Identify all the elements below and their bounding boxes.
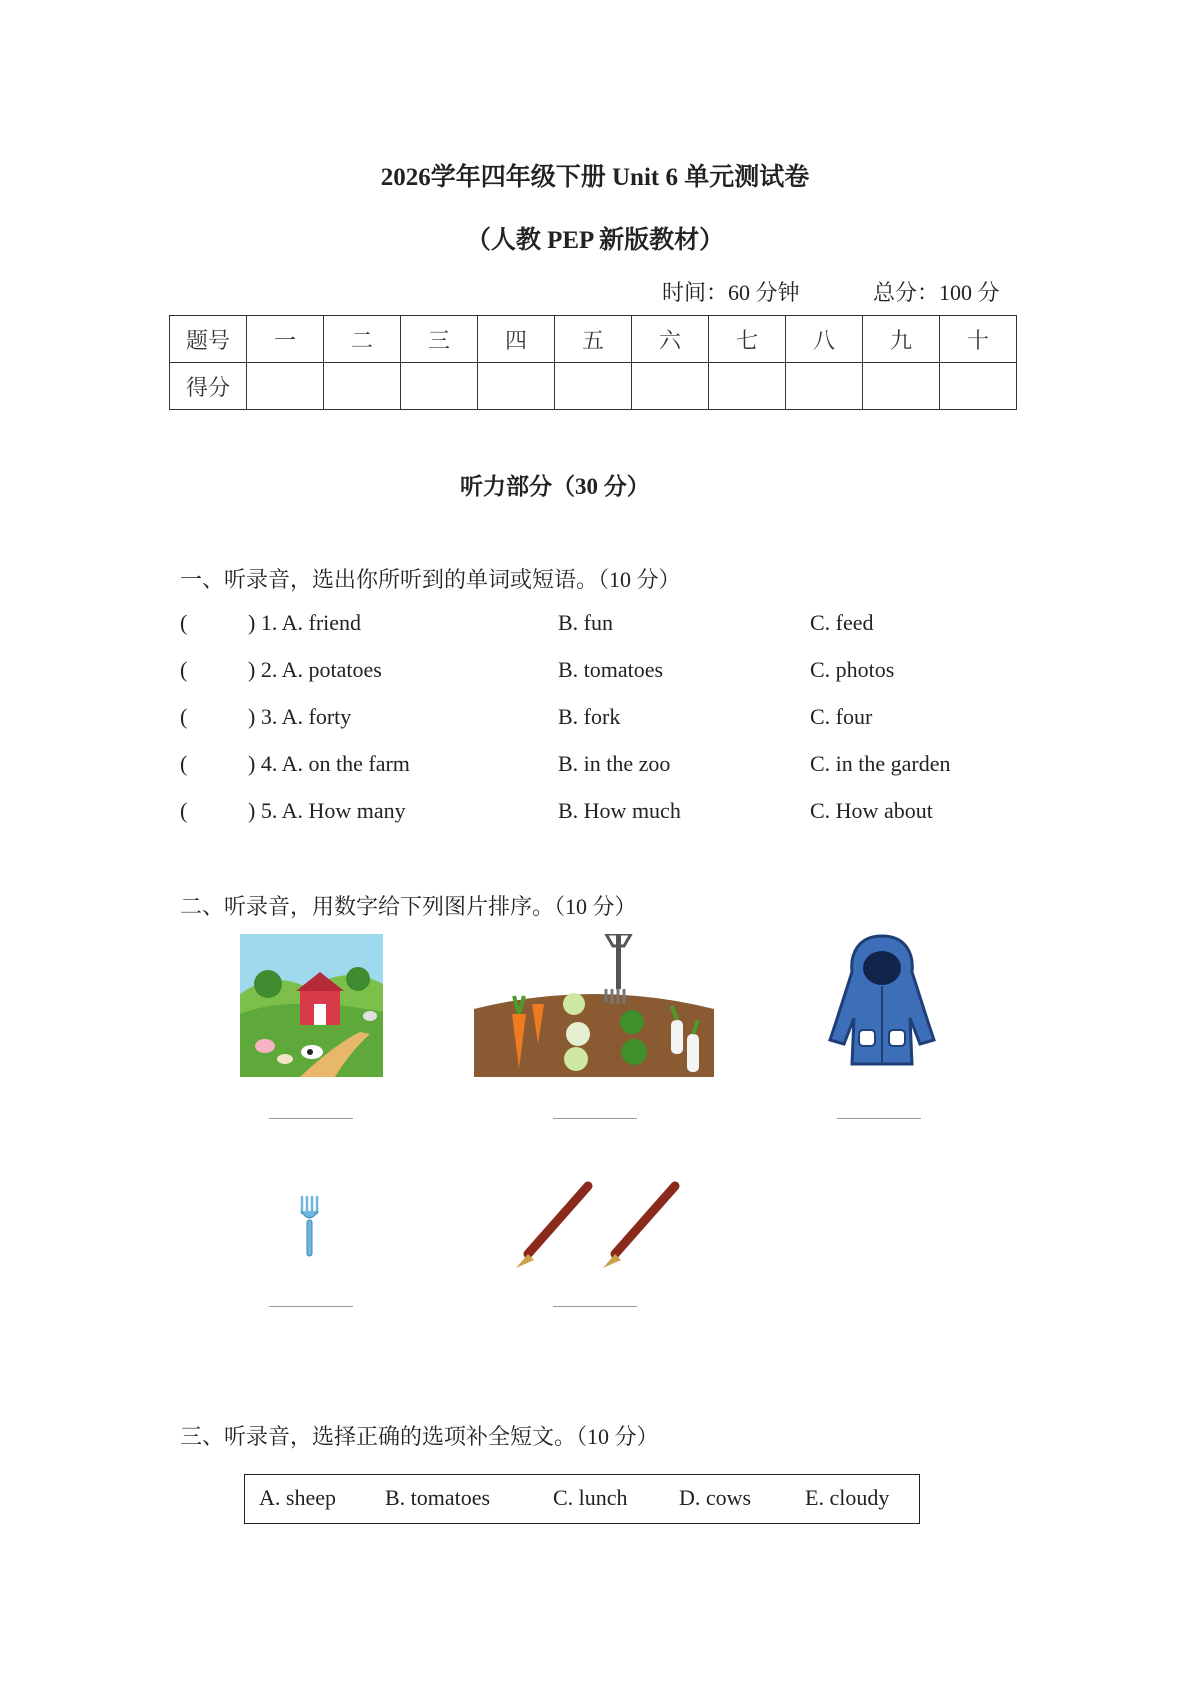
- raincoat-picture: [822, 930, 942, 1070]
- score-cell[interactable]: [324, 363, 401, 410]
- option-b: B. in the zoo: [558, 751, 671, 776]
- list-item: [180, 610, 1060, 640]
- word-option: C. lunch: [553, 1485, 628, 1510]
- pens-picture: [508, 1180, 688, 1270]
- answer-paren[interactable]: (: [180, 704, 188, 729]
- table-column: 八: [786, 316, 863, 363]
- answer-blank[interactable]: [553, 1118, 637, 1119]
- garden-vegetables-picture: [474, 934, 714, 1077]
- table-column: 一: [247, 316, 324, 363]
- table-row: [170, 316, 1017, 363]
- word-option: D. cows: [679, 1485, 752, 1510]
- word-option: B. tomatoes: [385, 1485, 491, 1510]
- table-column: 四: [478, 316, 555, 363]
- score-cell[interactable]: [940, 363, 1017, 410]
- table-score-label: 得分: [170, 363, 247, 410]
- word-option: E. cloudy: [805, 1485, 890, 1510]
- option-a: ) 5. A. How many: [248, 798, 406, 823]
- exam-time: 时间：60 分钟: [662, 280, 800, 305]
- score-cell[interactable]: [247, 363, 324, 410]
- score-cell[interactable]: [786, 363, 863, 410]
- answer-paren[interactable]: (: [180, 610, 188, 635]
- score-cell[interactable]: [401, 363, 478, 410]
- option-a: ) 3. A. forty: [248, 704, 352, 729]
- table-column: 二: [324, 316, 401, 363]
- question-1-heading: 一、听录音，选出你所听到的单词或短语。（10 分）: [180, 567, 681, 592]
- option-c: C. in the garden: [810, 751, 951, 776]
- table-column: 九: [863, 316, 940, 363]
- question-2-heading: 二、听录音，用数字给下列图片排序。（10 分）: [180, 894, 637, 919]
- exam-total: 总分：100 分: [873, 280, 1000, 305]
- option-a: ) 4. A. on the farm: [248, 751, 410, 776]
- option-c: C. How about: [810, 798, 933, 823]
- table-column: 七: [709, 316, 786, 363]
- listening-section-title: 听力部分（30 分）: [460, 474, 650, 499]
- answer-blank[interactable]: [837, 1118, 921, 1119]
- option-b: B. How much: [558, 798, 681, 823]
- answer-paren[interactable]: (: [180, 798, 188, 823]
- word-bank-box: [244, 1474, 920, 1524]
- question-3-heading: 三、听录音，选择正确的选项补全短文。（10 分）: [180, 1424, 659, 1449]
- exam-title: 2026学年四年级下册 Unit 6 单元测试卷: [380, 164, 810, 191]
- option-b: B. tomatoes: [558, 657, 664, 682]
- option-c: C. four: [810, 704, 873, 729]
- score-cell[interactable]: [709, 363, 786, 410]
- list-item: [180, 751, 1060, 781]
- answer-paren[interactable]: (: [180, 751, 188, 776]
- table-column: 十: [940, 316, 1017, 363]
- score-cell[interactable]: [632, 363, 709, 410]
- option-a: ) 1. A. friend: [248, 610, 362, 635]
- table-column: 六: [632, 316, 709, 363]
- score-table: [169, 315, 1017, 410]
- word-option: A. sheep: [259, 1485, 336, 1510]
- farm-picture: [240, 934, 383, 1077]
- list-item: [180, 798, 1060, 828]
- option-b: B. fork: [558, 704, 621, 729]
- option-c: C. feed: [810, 610, 874, 635]
- option-a: ) 2. A. potatoes: [248, 657, 382, 682]
- table-column: 三: [401, 316, 478, 363]
- list-item: [180, 657, 1060, 687]
- table-row: [170, 363, 1017, 410]
- option-c: C. photos: [810, 657, 895, 682]
- answer-blank[interactable]: [269, 1306, 353, 1307]
- score-cell[interactable]: [478, 363, 555, 410]
- answer-blank[interactable]: [269, 1118, 353, 1119]
- list-item: [180, 704, 1060, 734]
- score-cell[interactable]: [555, 363, 632, 410]
- option-b: B. fun: [558, 610, 613, 635]
- exam-subtitle: （人教 PEP 新版教材）: [465, 227, 725, 254]
- fork-picture: [296, 1195, 326, 1260]
- answer-paren[interactable]: (: [180, 657, 188, 682]
- table-header-label: 题号: [170, 316, 247, 363]
- table-column: 五: [555, 316, 632, 363]
- score-cell[interactable]: [863, 363, 940, 410]
- answer-blank[interactable]: [553, 1306, 637, 1307]
